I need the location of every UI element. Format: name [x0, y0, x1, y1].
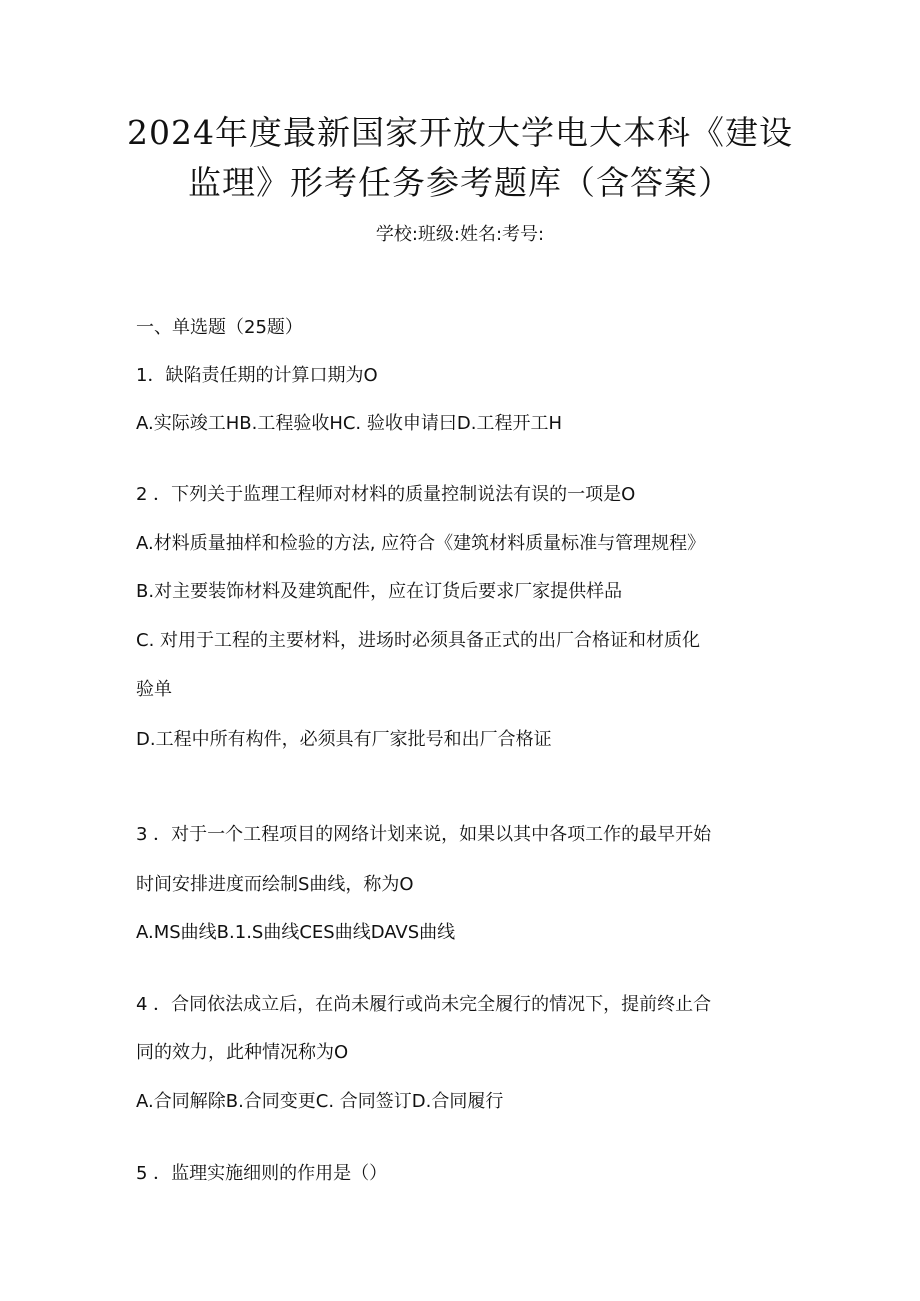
question-3-stem-line-1: 3 ．对于一个工程项目的网络计划来说，如果以其中各项工作的最早开始 [136, 824, 712, 845]
question-1-stem: 1．缺陷责任期的计算口期为O [136, 365, 378, 386]
question-1-options: A.实际竣工HB.工程验收HC. 验收申请曰D.工程开工H [136, 413, 562, 434]
question-2-option-c: C. 对用于工程的主要材料，进场时必须具备正式的出厂合格证和材质化 [136, 630, 701, 651]
section-heading: 一、单选题（25题） [136, 317, 303, 338]
question-3-options: A.MS曲线B.1.S曲线CES曲线DAVS曲线 [136, 922, 456, 943]
question-5-stem: 5 ．监理实施细则的作用是（） [136, 1163, 388, 1184]
question-2-stem: 2 ．下列关于监理工程师对材料的质量控制说法有误的一项是O [136, 484, 636, 505]
question-2-option-a: A.材料质量抽样和检验的方法, 应符合《建筑材料质量标准与管理规程》 [136, 533, 706, 554]
question-4-options: A.合同解除B.合同变更C. 合同签订D.合同履行 [136, 1091, 504, 1112]
question-4-stem-line-1: 4 ．合同依法成立后，在尚未履行或尚未完全履行的情况下，提前终止合 [136, 994, 712, 1015]
question-2-option-b: B.对主要装饰材料及建筑配件，应在订货后要求厂家提供样品 [136, 581, 623, 602]
student-info-line: 学校:班级:姓名:考号: [375, 224, 545, 245]
question-2-option-d: D.工程中所有构件，必须具有厂家批号和出厂合格证 [136, 729, 552, 750]
document-title-line-2: 监理》形考任务参考题库（含答案） [188, 163, 732, 202]
question-4-stem-line-2: 同的效力，此种情况称为O [136, 1042, 349, 1063]
document-title-line-1: 2024年度最新国家开放大学电大本科《建设 [127, 113, 793, 152]
question-3-stem-line-2: 时间安排进度而绘制S曲线，称为O [136, 874, 414, 895]
question-2-option-c-continued: 验单 [136, 679, 172, 700]
